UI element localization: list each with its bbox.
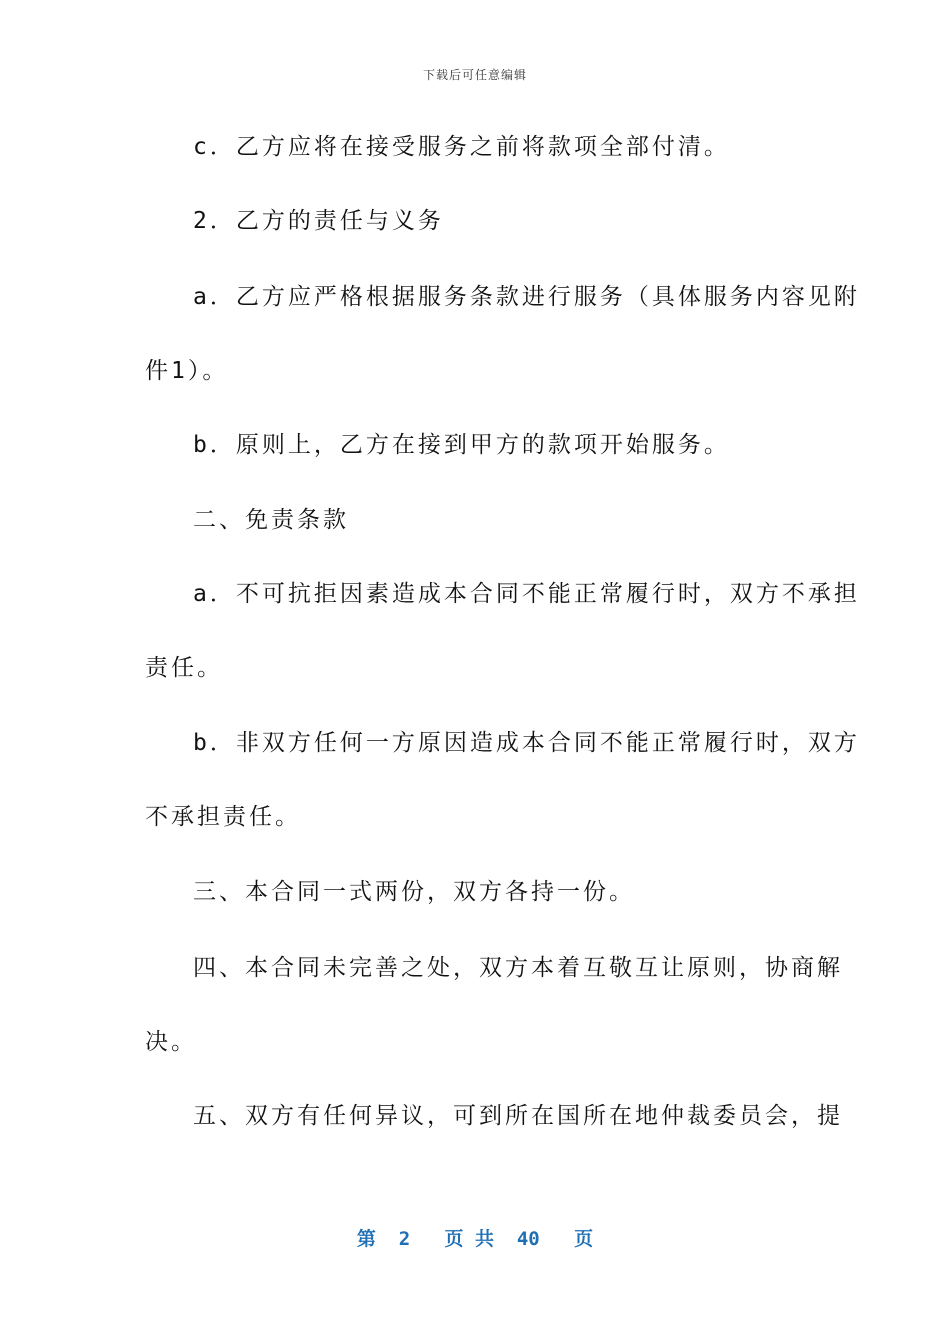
page-header: 下载后可任意编辑 <box>422 68 527 82</box>
paragraph-line: 不承担责任。 <box>145 804 301 830</box>
paragraph-line: b．非双方任何一方原因造成本合同不能正常履行时，双方 <box>193 730 860 756</box>
paragraph-line: c．乙方应将在接受服务之前将款项全部付清。 <box>193 134 730 160</box>
paragraph-line: 三、本合同一式两份，双方各持一份。 <box>193 879 635 905</box>
paragraph-line: 件1）。 <box>145 358 229 384</box>
paragraph-line: a．不可抗拒因素造成本合同不能正常履行时，双方不承担 <box>193 581 860 607</box>
paragraph-line: 五、双方有任何异议，可到所在国所在地仲裁委员会，提 <box>193 1103 843 1129</box>
page-footer: 第 2 页 共 40 页 <box>356 1228 594 1250</box>
paragraph-line: a．乙方应严格根据服务条款进行服务（具体服务内容见附 <box>193 284 860 310</box>
paragraph-line: 四、本合同未完善之处，双方本着互敬互让原则，协商解 <box>193 955 843 981</box>
paragraph-line: 2．乙方的责任与义务 <box>193 208 444 234</box>
paragraph-line: 二、免责条款 <box>193 507 349 533</box>
paragraph-line: 责任。 <box>145 655 223 681</box>
paragraph-line: b．原则上，乙方在接到甲方的款项开始服务。 <box>193 432 730 458</box>
paragraph-line: 决。 <box>145 1029 197 1055</box>
